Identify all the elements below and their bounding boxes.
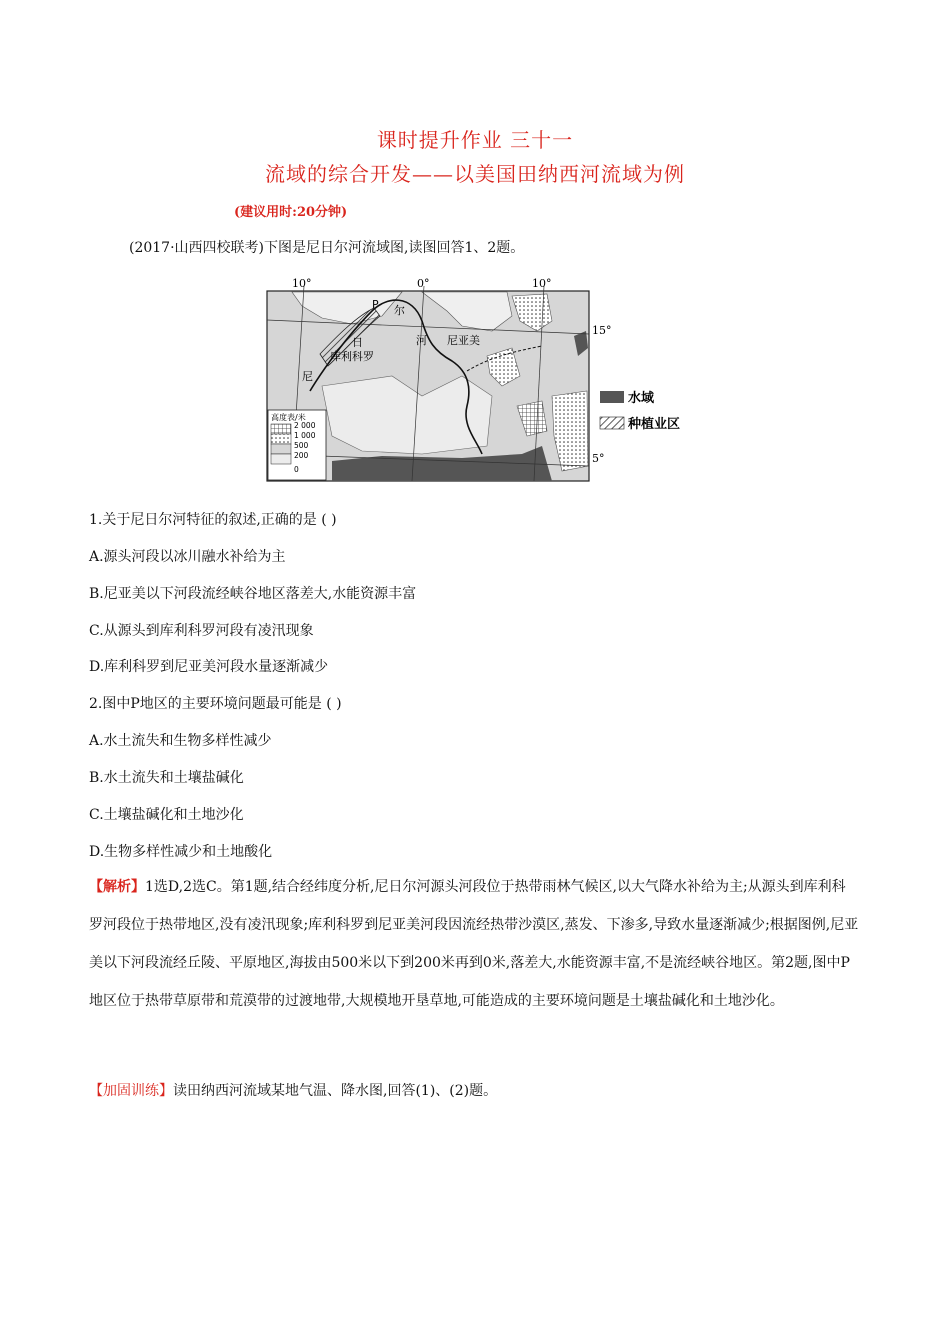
page-subtitle: 流域的综合开发——以美国田纳西河流域为例 (265, 162, 685, 186)
map-label-er: 尔 (394, 304, 405, 317)
elevation-level: 1 000 (294, 431, 316, 440)
intro-text: (2017·山西四校联考)下图是尼日尔河流域图,读图回答1、2题。 (129, 240, 525, 256)
time-note: (建议用时:20分钟) (234, 205, 348, 220)
analysis-block (89, 868, 859, 1020)
water-legend-swatch (600, 391, 624, 403)
question-1-option-d: D.库利科罗到尼亚美河段水量逐渐减少 (89, 659, 329, 675)
question-1-stem: 1.关于尼日尔河特征的叙述,正确的是 ( ) (89, 512, 337, 528)
plantation-legend-swatch (600, 417, 624, 429)
question-1-option-c: C.从源头到库利科罗河段有凌汛现象 (89, 623, 314, 639)
analysis-text: 1选D,2选C。第1题,结合经纬度分析,尼日尔河源头河段位于热带雨林气候区,以大气降水补给为主;从源头到库利科罗河段位于热带地区,没有凌汛现象;库利科罗到尼亚美河段因流经热带沙漠区,蒸发、下渗多,导致水量逐渐减少;根据图例,尼亚美以下河段流经丘陵、平原地区,海拔由500米以下到200米再到0米,落差大,水能资源丰富,不是流经峡谷地区。第2题,图中P地区位于热带草原带和荒漠带的过渡地带,大规模地开垦草地,可能造成的主要环境问题是土壤盐碱化和土地沙化。 (89, 879, 859, 1009)
reinforce-tag: 【加固训练】 (89, 1083, 173, 1099)
page-title: 课时提升作业 三十一 (376, 128, 574, 152)
map-label-ri: 日 (352, 336, 363, 349)
analysis-tag: 【解析】 (89, 879, 145, 895)
lat-label: 5° (592, 452, 605, 465)
question-2-option-b: B.水土流失和土壤盐碱化 (89, 770, 244, 786)
map-label-he: 河 (416, 334, 427, 347)
elevation-level: 2 000 (294, 421, 316, 430)
elevation-level: 0 (294, 465, 299, 474)
question-1-option-a: A.源头河段以冰川融水补给为主 (89, 549, 286, 565)
reinforce-text: 读田纳西河流域某地气温、降水图,回答(1)、(2)题。 (173, 1083, 498, 1099)
water-legend-label: 水域 (628, 391, 655, 406)
reinforce-block (89, 1080, 497, 1100)
niger-river-map (262, 276, 702, 486)
elevation-legend (268, 410, 326, 480)
question-1-option-b: B.尼亚美以下河段流经峡谷地区落差大,水能资源丰富 (89, 586, 417, 602)
map-label-niyamei: 尼亚美 (447, 334, 480, 347)
lon-label: 10° (532, 277, 552, 290)
lon-label: 0° (417, 277, 430, 290)
question-2-option-d: D.生物多样性减少和土地酸化 (89, 844, 273, 860)
plantation-legend-label: 种植业区 (628, 417, 681, 432)
elevation-legend-title: 高度表/米 (271, 413, 306, 422)
question-2-option-a: A.水土流失和生物多样性减少 (89, 733, 272, 749)
map-label-p: P (372, 298, 379, 311)
question-2-stem: 2.图中P地区的主要环境问题最可能是 ( ) (89, 696, 342, 712)
question-2-option-c: C.土壤盐碱化和土地沙化 (89, 807, 244, 823)
lon-label: 10° (292, 277, 312, 290)
elevation-level: 500 (294, 441, 309, 450)
lat-label: 15° (592, 324, 612, 337)
elevation-level: 200 (294, 451, 309, 460)
map-label-kulikeluo: 库利科罗 (330, 350, 374, 363)
map-label-ni: 尼 (302, 370, 313, 383)
